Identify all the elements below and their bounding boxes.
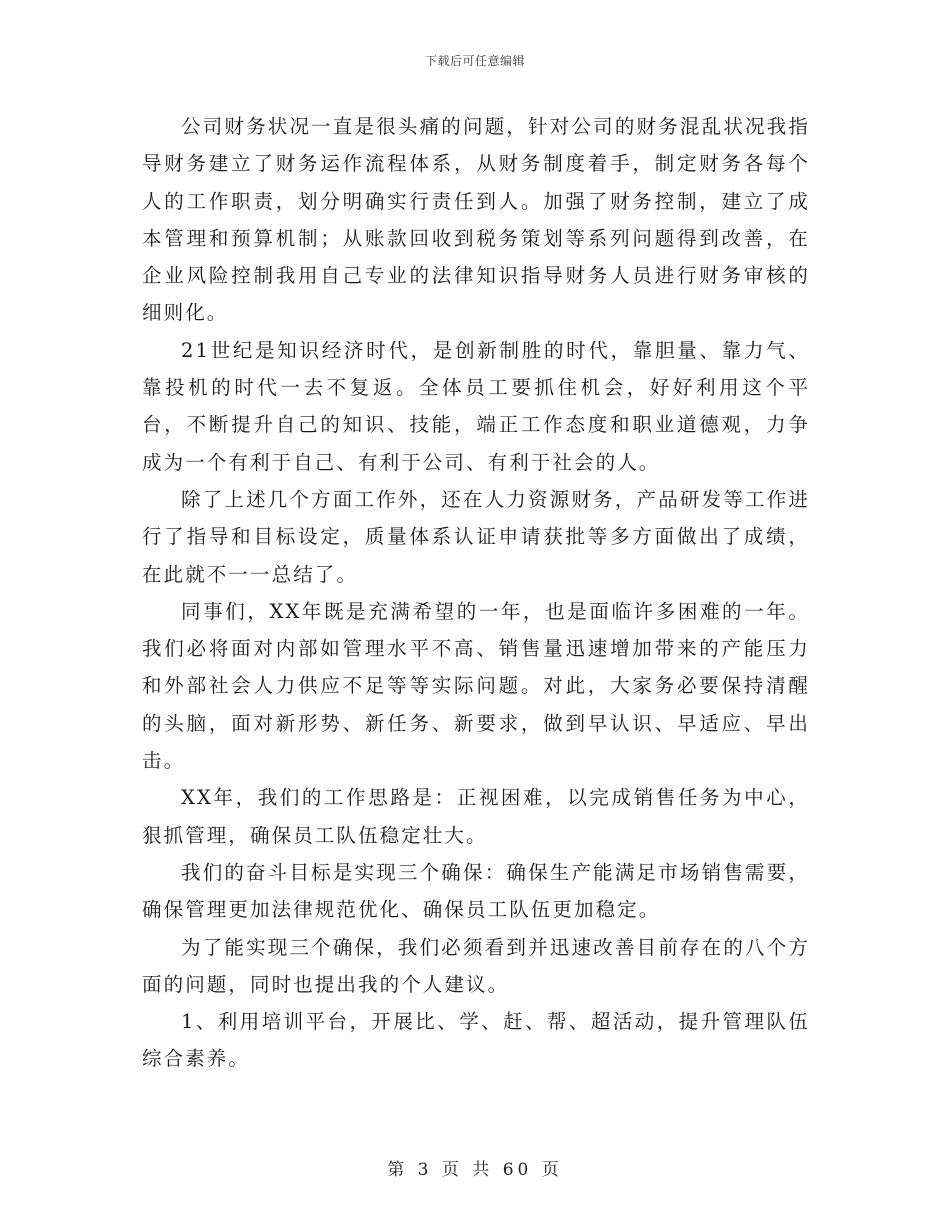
paragraph-colleagues: 同事们，XX年既是充满希望的一年，也是面临许多困难的一年。我们必将面对内部如管理水平不高、销售量迅速增加带来的产能压力和外部社会人力供应不足等等实际问题。对此，大家务必要保持清醒的头脑，面对新形势、新任务、新要求，做到早认识、早适应、早出击。 <box>142 599 810 773</box>
page-header: 下载后可任意编辑 <box>424 54 525 68</box>
page-footer: 第 3 页 共 60 页 <box>387 1160 563 1180</box>
paragraph-finance: 公司财务状况一直是很头痛的问题，针对公司的财务混乱状况我指导财务建立了财务运作流程体系，从财务制度着手，制定财务各每个人的工作职责，划分明确实行责任到人。加强了财务控制，建立了成本管理和预算机制；从账款回收到税务策划等系列问题得到改善，在企业风险控制我用自己专业的法律知识指导财务人员进行财务审核的细则化。 <box>142 115 810 325</box>
paragraph-other-work: 除了上述几个方面工作外，还在人力资源财务，产品研发等工作进行了指导和目标设定，质量体系认证申请获批等多方面做出了成绩，在此就不一一总结了。 <box>142 487 810 586</box>
document-body <box>142 108 810 1078</box>
paragraph-knowledge-economy: 21世纪是知识经济时代，是创新制胜的时代，靠胆量、靠力气、靠投机的时代一去不复返。全体员工要抓住机会，好好利用这个平台，不断提升自己的知识、技能，端正工作态度和职业道德观，力争成为一个有利于自己、有利于公司、有利于社会的人。 <box>142 338 810 474</box>
paragraph-goals: 我们的奋斗目标是实现三个确保：确保生产能满足市场销售需要，确保管理更加法律规范优化、确保员工队伍更加稳定。 <box>142 860 810 922</box>
paragraph-item-1: 1、利用培训平台，开展比、学、赶、帮、超活动，提升管理队伍综合素养。 <box>142 1010 810 1071</box>
paragraph-problems: 为了能实现三个确保，我们必须看到并迅速改善目前存在的八个方面的问题，同时也提出我的个人建议。 <box>142 935 810 996</box>
paragraph-work-approach: XX年，我们的工作思路是：正视困难，以完成销售任务为中心，狠抓管理，确保员工队伍稳定壮大。 <box>142 786 810 847</box>
